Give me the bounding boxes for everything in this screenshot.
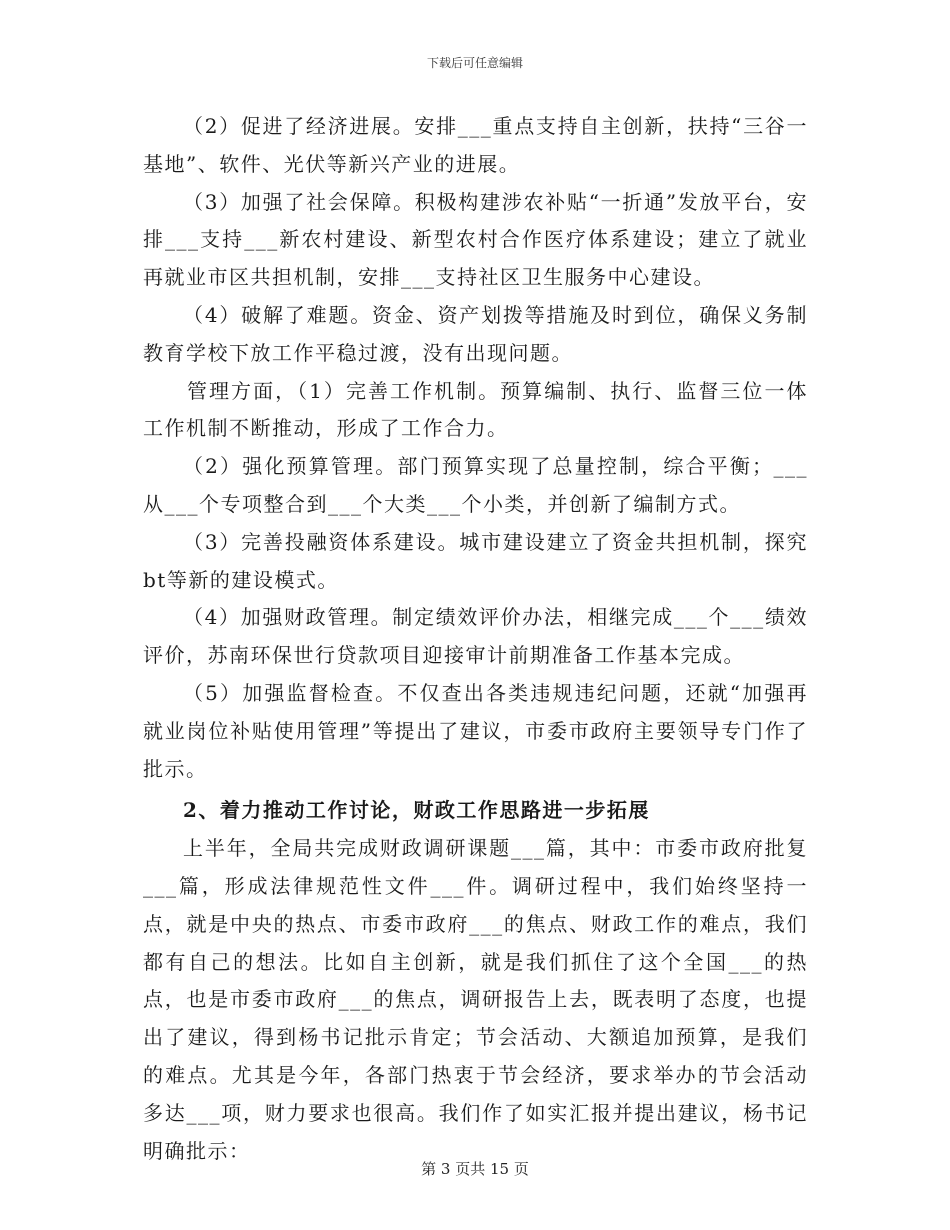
paragraph-budget-management: （2）强化预算管理。部门预算实现了总量控制，综合平衡；___从___个专项整合到___个大类___个小类，并创新了编制方式。: [143, 454, 808, 516]
page-header: 下载后可任意编辑: [426, 56, 523, 70]
paragraph-social-security: （3）加强了社会保障。积极构建涉农补贴“一折通”发放平台，安排___支持___新农村建设、新型农村合作医疗体系建设；建立了就业再就业市区共担机制，安排___支持社区卫生服务中心建设。: [143, 189, 808, 290]
paragraph-economy: （2）促进了经济进展。安排___重点支持自主创新，扶持“三谷一基地”、软件、光伏等新兴产业的进展。: [143, 114, 808, 176]
paragraph-management-mechanism: 管理方面，（1）完善工作机制。预算编制、执行、监督三位一体工作机制不断推动，形成了工作合力。: [143, 378, 808, 441]
paragraph-problem-solving: （4）破解了难题。资金、资产划拨等措施及时到位，确保义务制教育学校下放工作平稳过渡，没有出现问题。: [143, 302, 808, 365]
paragraph-investment-financing: （3）完善投融资体系建设。城市建设建立了资金共担机制，探究bt等新的建设模式。: [143, 529, 808, 592]
paragraph-supervision: （5）加强监督检查。不仅查出各类违规违纪问题，还就“加强再就业岗位补贴使用管理”等提出了建议，市委市政府主要领导专门作了批示。: [143, 680, 808, 781]
page-footer: 第 3 页共 15 页: [421, 1160, 529, 1178]
paragraph-finance-management: （4）加强财政管理。制定绩效评价办法，相继完成___个___绩效评价，苏南环保世行贷款项目迎接审计前期准备工作基本完成。: [143, 605, 808, 668]
document-body: [143, 108, 808, 1170]
paragraph-research: 上半年，全局共完成财政调研课题___篇，其中：市委市政府批复___篇，形成法律规范性文件___件。调研过程中，我们始终坚持一点，就是中央的热点、市委市政府___的焦点、财政工作的难点，我们都有自己的想法。比如自主创新，就是我们抓住了这个全国___的热点，也是市委市政府___的焦点，调研报告上去，既表明了态度，也提出了建议，得到杨书记批示肯定；节会活动、大额追加预算，是我们的难点。尤其是今年，各部门热衷于节会经济，要求举办的节会活动多达___项，财力要求也很高。我们作了如实汇报并提出建议，杨书记明确批示：: [143, 836, 808, 1163]
section-heading: 2、着力推动工作讨论，财政工作思路进一步拓展: [183, 798, 650, 823]
